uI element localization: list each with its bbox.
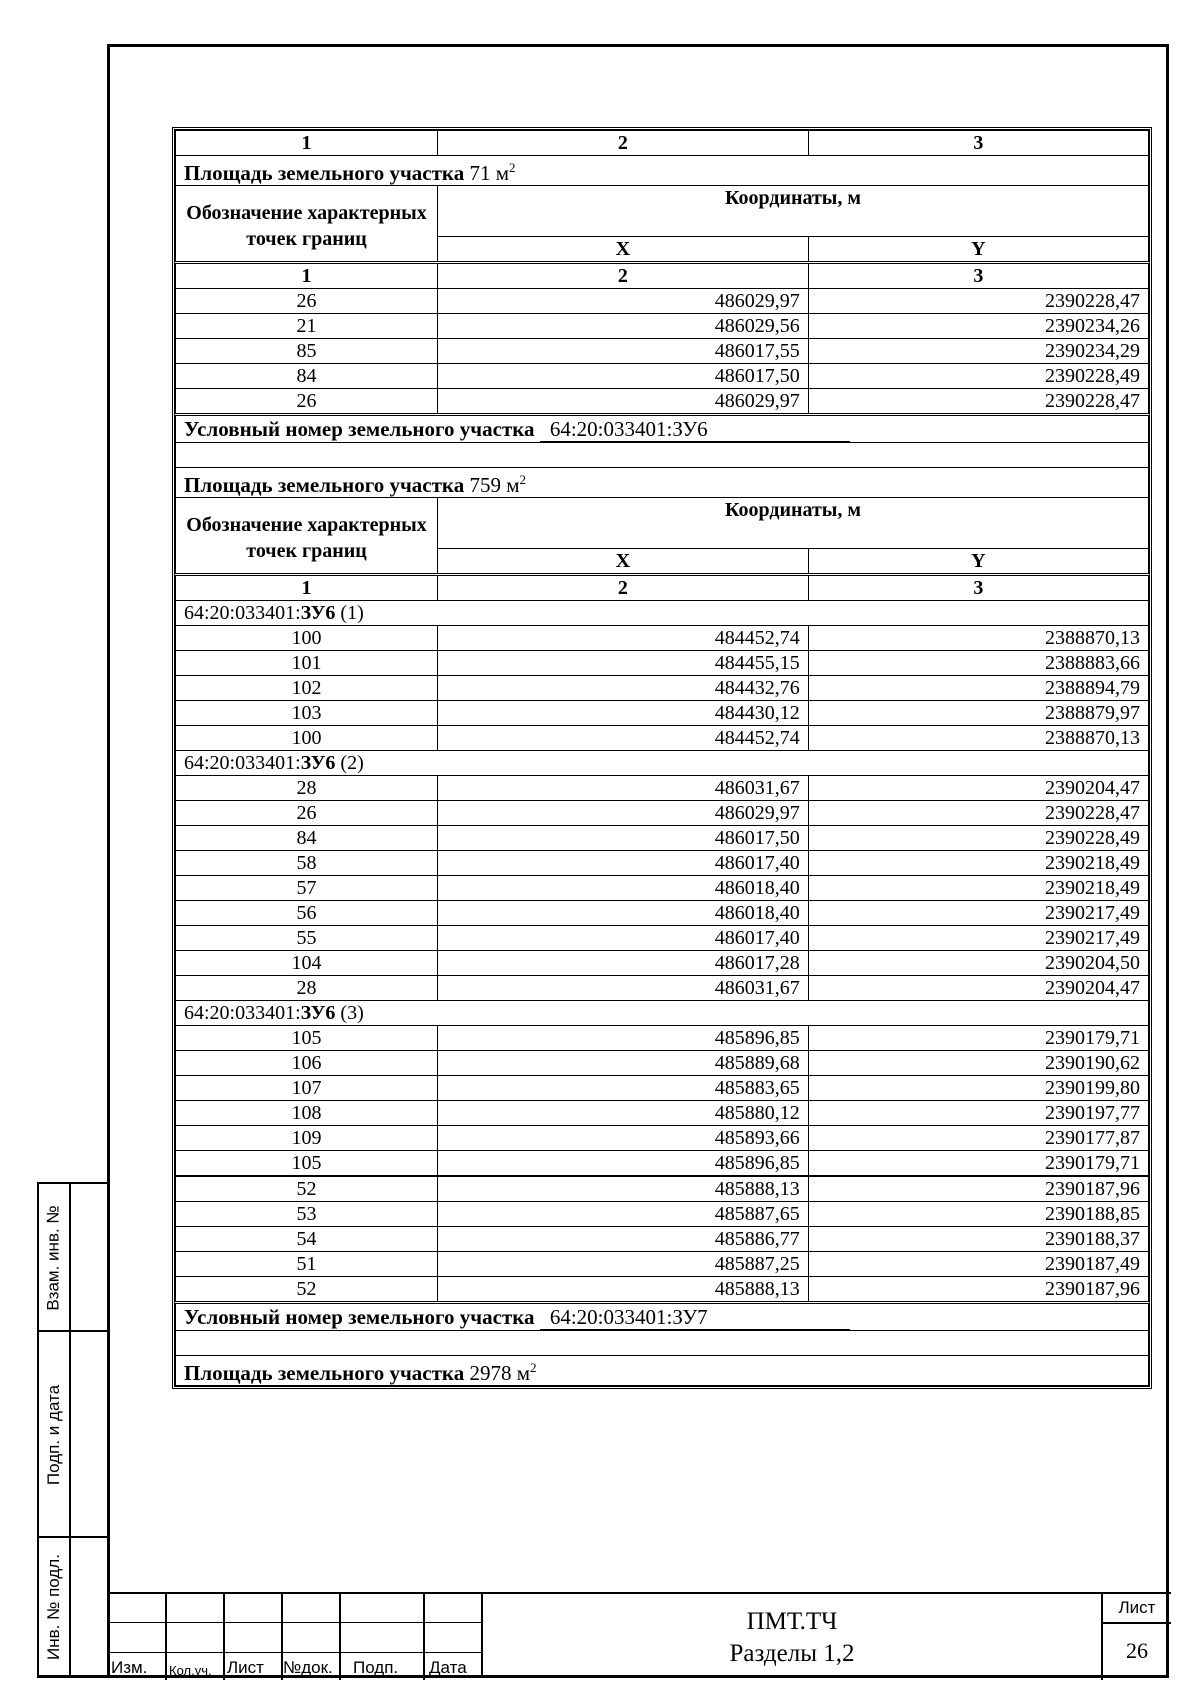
table-row xyxy=(176,131,1149,156)
blank-row xyxy=(176,1331,1149,1356)
point-id: 106 xyxy=(176,1051,438,1076)
coord-y: 2390187,96 xyxy=(808,1277,1148,1303)
table-row xyxy=(176,851,1149,876)
point-id: 57 xyxy=(176,876,438,901)
table-row xyxy=(176,1356,1149,1386)
coord-y: 2388870,13 xyxy=(808,626,1148,651)
area-unit: м xyxy=(516,1361,531,1385)
point-id: 84 xyxy=(176,364,438,389)
coord-x: 484432,76 xyxy=(438,676,809,701)
coord-y: 2390228,47 xyxy=(808,801,1148,826)
col-date: Дата xyxy=(429,1658,467,1677)
stamp-label-sign-date: Подп. и дата xyxy=(44,1384,64,1486)
area-unit-power: 2 xyxy=(509,160,516,175)
document-title xyxy=(481,1592,1101,1678)
sheet-label: Лист xyxy=(1103,1594,1171,1624)
area-value: 71 xyxy=(469,161,491,185)
coord-y: 2390228,47 xyxy=(808,289,1148,314)
cond-number-line xyxy=(176,415,1149,443)
area-label: Площадь земельного участка xyxy=(184,473,465,497)
blank-row xyxy=(176,443,1149,468)
coord-x: 486017,28 xyxy=(438,951,809,976)
table-row xyxy=(176,468,1149,498)
point-id: 21 xyxy=(176,314,438,339)
stamp-cell-sign-date xyxy=(39,1332,107,1538)
cond-number-line xyxy=(176,1303,1149,1331)
coord-y: 2390199,80 xyxy=(808,1076,1148,1101)
area-unit: м xyxy=(506,473,520,497)
coord-x: 486018,40 xyxy=(438,901,809,926)
stamp-cell-replace xyxy=(39,1184,107,1332)
table-row xyxy=(176,901,1149,926)
coord-x: 486031,67 xyxy=(438,776,809,801)
column-number: 2 xyxy=(438,575,809,601)
point-column-header: Обозначение характерных точек границ xyxy=(176,186,438,263)
area-line xyxy=(176,1356,1149,1386)
table-row xyxy=(176,801,1149,826)
coord-x: 485888,13 xyxy=(438,1176,809,1202)
coord-y: 2390197,77 xyxy=(808,1101,1148,1126)
table-row xyxy=(176,289,1149,314)
coord-y: 2390177,87 xyxy=(808,1126,1148,1151)
coord-y: 2390234,26 xyxy=(808,314,1148,339)
coord-x: 486029,56 xyxy=(438,314,809,339)
table-row xyxy=(176,651,1149,676)
point-id: 58 xyxy=(176,851,438,876)
table-row xyxy=(176,364,1149,389)
document-sections: Разделы 1,2 xyxy=(729,1640,855,1667)
table-row xyxy=(176,1026,1149,1051)
table-row xyxy=(176,951,1149,976)
table-row xyxy=(176,751,1149,776)
point-id: 104 xyxy=(176,951,438,976)
coord-y: 2390190,62 xyxy=(808,1051,1148,1076)
table-row xyxy=(176,826,1149,851)
col-sign: Подп. xyxy=(353,1658,399,1677)
cond-number-value: 64:20:033401:ЗУ6 xyxy=(540,417,850,442)
point-id: 101 xyxy=(176,651,438,676)
cond-number-label: Условный номер земельного участка xyxy=(184,1304,535,1329)
table-row xyxy=(176,926,1149,951)
coord-y: 2390217,49 xyxy=(808,926,1148,951)
coord-y: 2390187,49 xyxy=(808,1252,1148,1277)
coord-y: 2390217,49 xyxy=(808,901,1148,926)
table-row xyxy=(176,1331,1149,1356)
table-row xyxy=(176,676,1149,701)
table-row xyxy=(176,1151,1149,1177)
area-value: 759 xyxy=(469,473,501,497)
coord-x: 484452,74 xyxy=(438,626,809,651)
coord-x: 486029,97 xyxy=(438,801,809,826)
coord-x: 486029,97 xyxy=(438,389,809,415)
coord-x: 485896,85 xyxy=(438,1026,809,1051)
cond-number-label: Условный номер земельного участка xyxy=(184,416,535,441)
table-row xyxy=(176,1227,1149,1252)
coord-x: 486017,50 xyxy=(438,826,809,851)
coord-y: 2390218,49 xyxy=(808,851,1148,876)
point-id: 108 xyxy=(176,1101,438,1126)
coordinates-table-block xyxy=(172,127,1152,1389)
area-unit: м xyxy=(495,161,510,185)
table-row xyxy=(176,443,1149,468)
coord-x: 485883,65 xyxy=(438,1076,809,1101)
point-column-header: Обозначение характерных точек границ xyxy=(176,498,438,575)
table-row xyxy=(176,1101,1149,1126)
contour-label xyxy=(176,1001,1149,1026)
contour-prefix: 64:20:033401: xyxy=(184,602,301,624)
point-id: 28 xyxy=(176,776,438,801)
col-doc-number: №док. xyxy=(283,1658,333,1677)
coord-y: 2390188,37 xyxy=(808,1227,1148,1252)
title-block xyxy=(107,1592,1169,1678)
table-row xyxy=(176,1252,1149,1277)
coord-y: 2390228,47 xyxy=(808,389,1148,415)
point-id: 105 xyxy=(176,1026,438,1051)
coord-x: 486017,40 xyxy=(438,851,809,876)
area-unit-power: 2 xyxy=(530,1360,537,1375)
table-row xyxy=(176,389,1149,415)
col-izm: Изм. xyxy=(111,1658,148,1677)
contour-code: ЗУ6 xyxy=(300,1002,336,1024)
column-number: 3 xyxy=(808,575,1148,601)
cond-number-value: 64:20:033401:ЗУ7 xyxy=(540,1305,850,1330)
table-row xyxy=(176,976,1149,1001)
table-row xyxy=(176,1303,1149,1331)
side-stamp xyxy=(37,1182,107,1678)
coord-x: 486018,40 xyxy=(438,876,809,901)
y-header: Y xyxy=(808,237,1148,263)
revision-grid xyxy=(107,1592,481,1680)
coord-y: 2390228,49 xyxy=(808,364,1148,389)
table-row xyxy=(176,626,1149,651)
table-row xyxy=(176,314,1149,339)
coord-y: 2390204,47 xyxy=(808,776,1148,801)
contour-suffix: (2) xyxy=(335,752,364,774)
stamp-label-inv-original: Инв. № подл. xyxy=(44,1553,63,1660)
point-id: 54 xyxy=(176,1227,438,1252)
coord-x: 485889,68 xyxy=(438,1051,809,1076)
point-id: 53 xyxy=(176,1202,438,1227)
coord-x: 485896,85 xyxy=(438,1151,809,1177)
coord-y: 2390179,71 xyxy=(808,1151,1148,1177)
x-header: X xyxy=(438,549,809,575)
contour-code: ЗУ6 xyxy=(300,752,336,774)
column-number: 1 xyxy=(176,575,438,601)
contour-label xyxy=(176,601,1149,626)
point-id: 84 xyxy=(176,826,438,851)
coord-y: 2388879,97 xyxy=(808,701,1148,726)
column-number: 2 xyxy=(438,131,809,156)
coord-y: 2388870,13 xyxy=(808,726,1148,751)
point-id: 102 xyxy=(176,676,438,701)
coords-header: Координаты, м xyxy=(438,186,1149,237)
coord-x: 484452,74 xyxy=(438,726,809,751)
table-row xyxy=(176,876,1149,901)
table-row xyxy=(176,726,1149,751)
coord-y: 2390204,50 xyxy=(808,951,1148,976)
column-number: 3 xyxy=(808,131,1148,156)
contour-prefix: 64:20:033401: xyxy=(184,752,301,774)
contour-suffix: (1) xyxy=(335,602,364,624)
coord-y: 2390228,49 xyxy=(808,826,1148,851)
point-id: 26 xyxy=(176,801,438,826)
point-id: 26 xyxy=(176,389,438,415)
coord-x: 485887,25 xyxy=(438,1252,809,1277)
table-row xyxy=(176,156,1149,186)
sheet-box xyxy=(1101,1592,1171,1680)
coord-y: 2388883,66 xyxy=(808,651,1148,676)
contour-label xyxy=(176,751,1149,776)
table-row xyxy=(176,1277,1149,1303)
table-row xyxy=(176,263,1149,289)
table-row xyxy=(176,1076,1149,1101)
point-id: 26 xyxy=(176,289,438,314)
table-row xyxy=(176,1202,1149,1227)
coord-x: 485880,12 xyxy=(438,1101,809,1126)
point-id: 85 xyxy=(176,339,438,364)
coord-y: 2390188,85 xyxy=(808,1202,1148,1227)
area-value: 2978 xyxy=(469,1361,512,1385)
coords-header: Координаты, м xyxy=(438,498,1149,549)
column-number: 3 xyxy=(808,263,1148,289)
area-line xyxy=(176,156,1149,186)
point-id: 52 xyxy=(176,1176,438,1202)
col-list: Лист xyxy=(227,1658,264,1677)
stamp-label-replace: Взам. инв. № xyxy=(44,1205,64,1311)
table-row xyxy=(176,1051,1149,1076)
table-row xyxy=(176,415,1149,443)
point-id: 51 xyxy=(176,1252,438,1277)
y-header: Y xyxy=(808,549,1148,575)
coord-x: 486017,40 xyxy=(438,926,809,951)
table-row xyxy=(176,575,1149,601)
coord-y: 2390187,96 xyxy=(808,1176,1148,1202)
coord-x: 486017,50 xyxy=(438,364,809,389)
point-id: 55 xyxy=(176,926,438,951)
table-row xyxy=(176,1001,1149,1026)
point-id: 107 xyxy=(176,1076,438,1101)
area-label: Площадь земельного участка xyxy=(184,1361,465,1385)
area-line xyxy=(176,468,1149,498)
table-row xyxy=(176,701,1149,726)
coord-x: 485888,13 xyxy=(438,1277,809,1303)
point-id: 52 xyxy=(176,1277,438,1303)
column-number: 1 xyxy=(176,131,438,156)
coord-y: 2390218,49 xyxy=(808,876,1148,901)
area-unit-power: 2 xyxy=(519,472,527,487)
contour-suffix: (3) xyxy=(335,1002,364,1024)
coordinates-table xyxy=(175,130,1149,1386)
point-id: 100 xyxy=(176,626,438,651)
table-row xyxy=(176,339,1149,364)
table-row xyxy=(176,1176,1149,1202)
coord-x: 485893,66 xyxy=(438,1126,809,1151)
point-id: 103 xyxy=(176,701,438,726)
coord-y: 2390234,29 xyxy=(808,339,1148,364)
coord-x: 486029,97 xyxy=(438,289,809,314)
point-id: 28 xyxy=(176,976,438,1001)
table-row xyxy=(176,776,1149,801)
column-number: 2 xyxy=(438,263,809,289)
coord-x: 484455,15 xyxy=(438,651,809,676)
col-kol-uch: Кол.уч. xyxy=(169,1663,212,1678)
document-code: ПМТ.ТЧ xyxy=(746,1608,838,1635)
coord-x: 485887,65 xyxy=(438,1202,809,1227)
table-row xyxy=(176,186,1149,237)
table-row xyxy=(176,1126,1149,1151)
table-row xyxy=(176,498,1149,549)
point-id: 105 xyxy=(176,1151,438,1177)
coord-y: 2390204,47 xyxy=(808,976,1148,1001)
x-header: X xyxy=(438,237,809,263)
point-id: 100 xyxy=(176,726,438,751)
area-label: Площадь земельного участка xyxy=(184,161,465,185)
coord-y: 2390179,71 xyxy=(808,1026,1148,1051)
column-number: 1 xyxy=(176,263,438,289)
coord-x: 484430,12 xyxy=(438,701,809,726)
coord-x: 486017,55 xyxy=(438,339,809,364)
coord-x: 486031,67 xyxy=(438,976,809,1001)
table-row xyxy=(176,601,1149,626)
stamp-cell-inv-original xyxy=(39,1538,107,1675)
coord-y: 2388894,79 xyxy=(808,676,1148,701)
contour-prefix: 64:20:033401: xyxy=(184,1002,301,1024)
point-id: 56 xyxy=(176,901,438,926)
coord-x: 485886,77 xyxy=(438,1227,809,1252)
contour-code: ЗУ6 xyxy=(300,602,336,624)
point-id: 109 xyxy=(176,1126,438,1151)
sheet-number: 26 xyxy=(1126,1638,1148,1663)
